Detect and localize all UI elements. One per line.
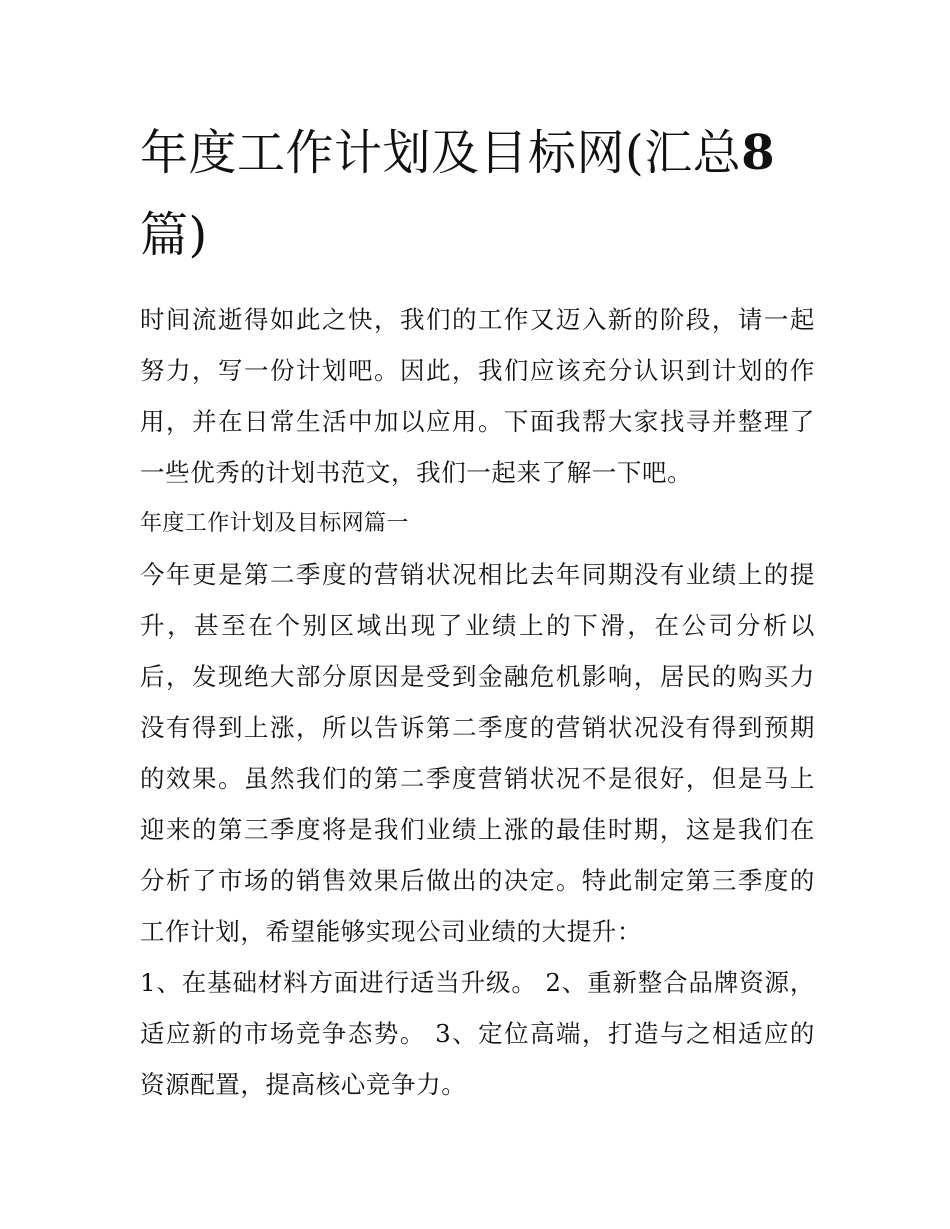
list-paragraph: 1、在基础材料方面进行适当升级。 2、重新整合品牌资源，适应新的市场竞争态势。 3、定位高端，打造与之相适应的资源配置，提高核心竞争力。 <box>140 968 815 1099</box>
intro-paragraph: 时间流逝得如此之快，我们的工作又迈入新的阶段，请一起努力，写一份计划吧。因此，我们应该充分认识到计划的作用，并在日常生活中加以应用。下面我帮大家找寻并整理了一些优秀的计划书范文，我们一起来了解一下吧。 <box>140 305 815 487</box>
title-main: 年度工作计划及目标网(汇总 <box>140 125 742 181</box>
section-heading: 年度工作计划及目标网篇一 <box>140 511 409 536</box>
body-paragraph: 今年更是第二季度的营销状况相比去年同期没有业绩上的提升，甚至在个别区域出现了业绩上的下滑，在公司分析以后，发现绝大部分原因是受到金融危机影响，居民的购买力没有得到上涨，所以告诉第二季度的营销状况没有得到预期的效果。虽然我们的第二季度营销状况不是很好，但是马上迎来的第三季度将是我们业绩上涨的最佳时期，这是我们在分析了市场的销售效果后做出的决定。特此制定第三季度的工作计划，希望能够实现公司业绩的大提升： <box>140 560 815 946</box>
document-content <box>140 112 815 1110</box>
document-title <box>140 112 815 276</box>
title-number: 8 <box>741 125 776 181</box>
title-tail: 篇) <box>140 207 208 263</box>
